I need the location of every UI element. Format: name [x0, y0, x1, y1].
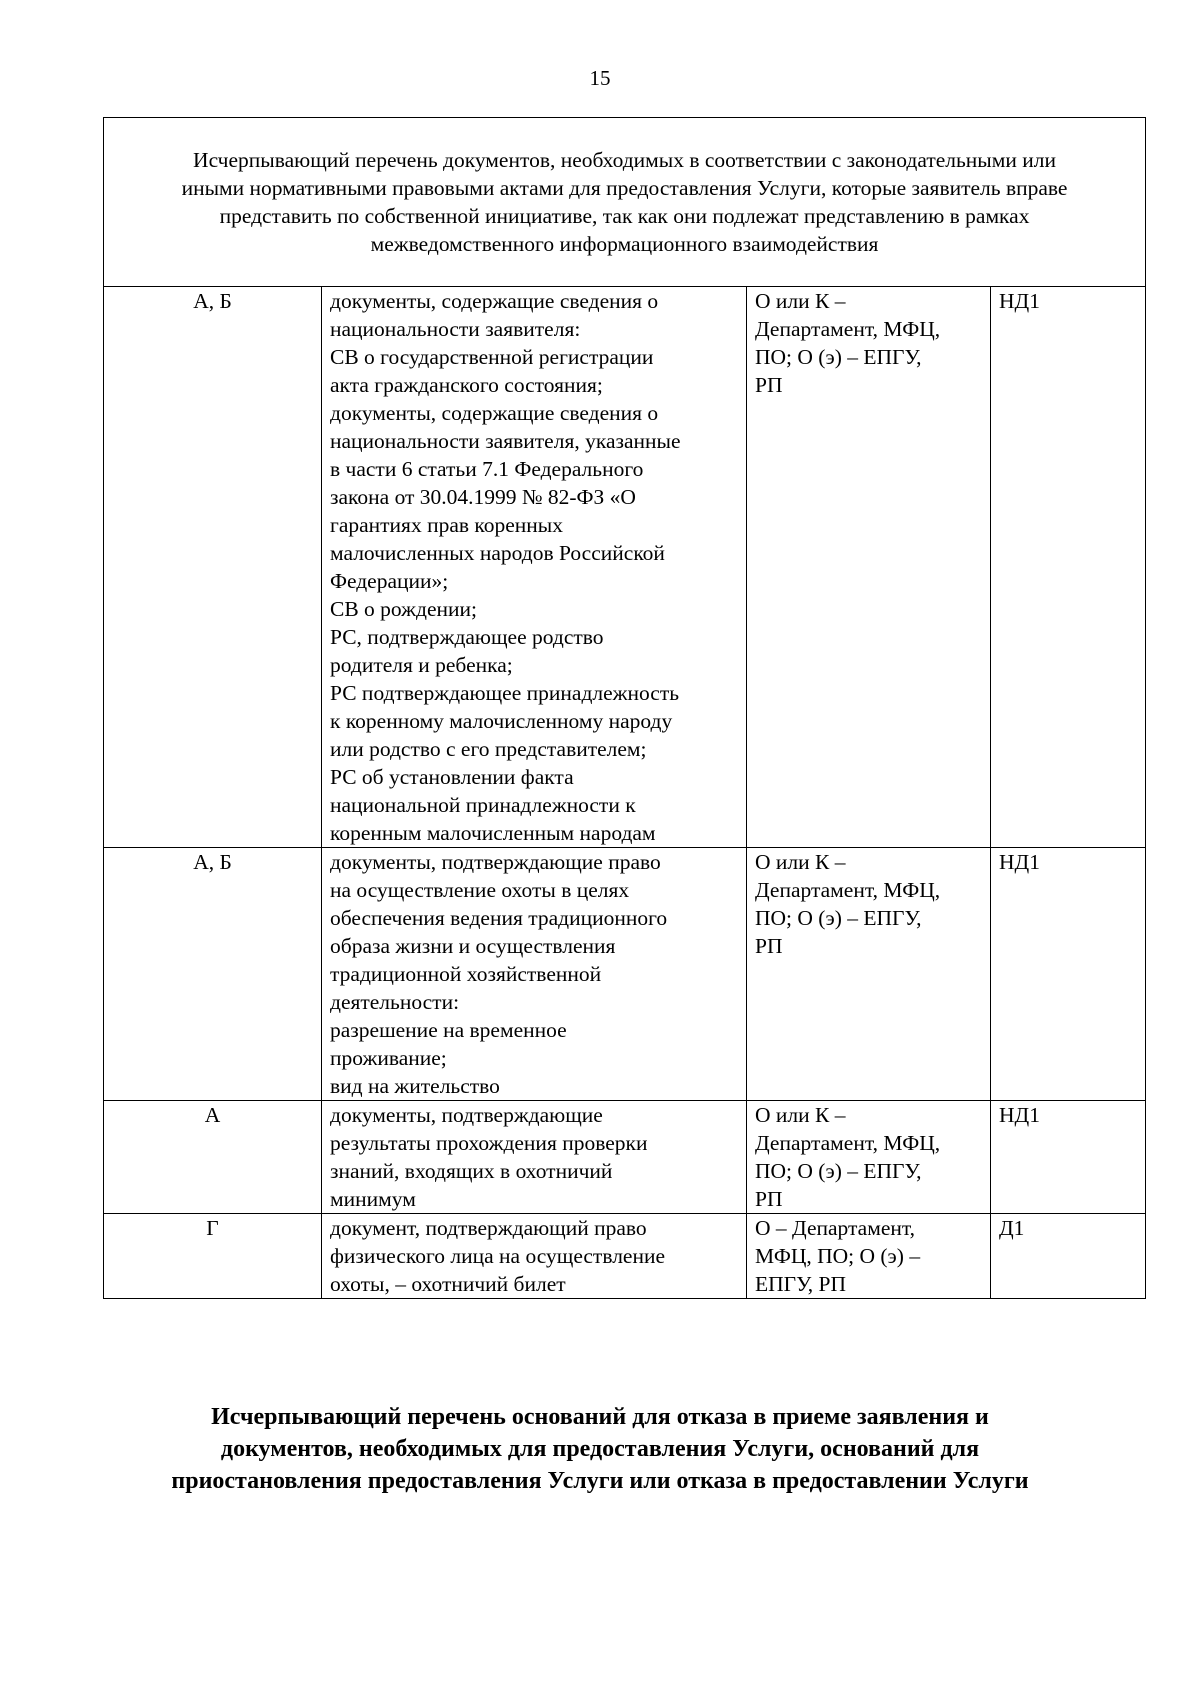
code-cell: НД1 [991, 1101, 1146, 1214]
method-cell [747, 848, 991, 1101]
document-line: деятельности: [330, 990, 460, 1014]
document-line: охоты, – охотничий билет [330, 1272, 566, 1296]
table-row [104, 287, 1146, 848]
document-line: документы, содержащие сведения о [330, 289, 659, 313]
category-cell: А [104, 1101, 322, 1214]
code-cell: НД1 [991, 287, 1146, 848]
document-line: результаты прохождения проверки [330, 1131, 648, 1155]
document-line: гарантиях прав коренных [330, 513, 564, 537]
table-header-row [104, 118, 1146, 287]
method-line: О – Департамент, [755, 1216, 916, 1240]
section-heading-line: приостановления предоставления Услуги или отказа в предоставлении Услуги [171, 1468, 1029, 1494]
document-line: РС подтверждающее принадлежность [330, 681, 680, 705]
document-line: знаний, входящих в охотничий [330, 1159, 613, 1183]
document-line: национальности заявителя, указанные [330, 429, 681, 453]
table-header-line: Исчерпывающий перечень документов, необходимых в соответствии с законодательными или [193, 148, 1056, 172]
document-line: СВ о государственной регистрации [330, 345, 654, 369]
method-line: Департамент, МФЦ, [755, 878, 941, 902]
section-heading [0, 1401, 1200, 1497]
document-line: документ, подтверждающий право [330, 1216, 647, 1240]
document-line: Федерации»; [330, 569, 449, 593]
page-number: 15 [589, 66, 611, 90]
document-line: минимум [330, 1187, 416, 1211]
document-line: документы, подтверждающие право [330, 850, 661, 874]
document-line: национальной принадлежности к [330, 793, 636, 817]
method-cell [747, 1214, 991, 1299]
document-line: в части 6 статьи 7.1 Федерального [330, 457, 644, 481]
document-line: или родство с его представителем; [330, 737, 647, 761]
document-cell [322, 1214, 747, 1299]
document-line: малочисленных народов Российской [330, 541, 665, 565]
document-line: коренным малочисленным народам [330, 821, 656, 845]
method-line: РП [755, 1187, 783, 1211]
method-line: ЕПГУ, РП [755, 1272, 847, 1296]
table-header-line: межведомственного информационного взаимодействия [370, 232, 879, 256]
document-line: образа жизни и осуществления [330, 934, 616, 958]
document-cell [322, 1101, 747, 1214]
document-line: проживание; [330, 1046, 447, 1070]
document-line: РС, подтверждающее родство [330, 625, 604, 649]
code-cell: НД1 [991, 848, 1146, 1101]
method-line: МФЦ, ПО; О (э) – [755, 1244, 921, 1268]
method-line: РП [755, 373, 783, 397]
document-line: обеспечения ведения традиционного [330, 906, 668, 930]
document-line: документы, содержащие сведения о [330, 401, 659, 425]
document-line: к коренному малочисленному народу [330, 709, 673, 733]
section-heading-line: документов, необходимых для предоставления Услуги, оснований для [220, 1436, 980, 1462]
document-line: традиционной хозяйственной [330, 962, 602, 986]
method-line: Департамент, МФЦ, [755, 317, 941, 341]
category-cell: А, Б [104, 848, 322, 1101]
document-line: физического лица на осуществление [330, 1244, 666, 1268]
category-cell: А, Б [104, 287, 322, 848]
documents-table [103, 117, 1146, 1299]
table-header-cell [104, 118, 1146, 287]
method-cell [747, 287, 991, 848]
document-line: разрешение на временное [330, 1018, 567, 1042]
method-line: О или К – [755, 850, 846, 874]
method-line: ПО; О (э) – ЕПГУ, [755, 906, 922, 930]
document-line: документы, подтверждающие [330, 1103, 603, 1127]
method-line: Департамент, МФЦ, [755, 1131, 941, 1155]
document-line: акта гражданского состояния; [330, 373, 603, 397]
method-line: РП [755, 934, 783, 958]
document-cell [322, 848, 747, 1101]
document-line: СВ о рождении; [330, 597, 477, 621]
document-line: вид на жительство [330, 1074, 500, 1098]
table-row [104, 1101, 1146, 1214]
document-line: закона от 30.04.1999 № 82-ФЗ «О [330, 485, 636, 509]
document-line: родителя и ребенка; [330, 653, 513, 677]
code-cell: Д1 [991, 1214, 1146, 1299]
method-cell [747, 1101, 991, 1214]
method-line: ПО; О (э) – ЕПГУ, [755, 1159, 922, 1183]
table-row [104, 848, 1146, 1101]
document-line: национальности заявителя: [330, 317, 581, 341]
document-line: РС об установлении факта [330, 765, 574, 789]
method-line: ПО; О (э) – ЕПГУ, [755, 345, 922, 369]
method-line: О или К – [755, 1103, 846, 1127]
document-cell [322, 287, 747, 848]
section-heading-line: Исчерпывающий перечень оснований для отказа в приеме заявления и [211, 1404, 989, 1430]
table-row [104, 1214, 1146, 1299]
table-header-line: представить по собственной инициативе, так как они подлежат представлению в рамках [219, 204, 1030, 228]
method-line: О или К – [755, 289, 846, 313]
category-cell: Г [104, 1214, 322, 1299]
table-header-line: иными нормативными правовыми актами для предоставления Услуги, которые заявитель вправе [181, 176, 1068, 200]
document-line: на осуществление охоты в целях [330, 878, 630, 902]
